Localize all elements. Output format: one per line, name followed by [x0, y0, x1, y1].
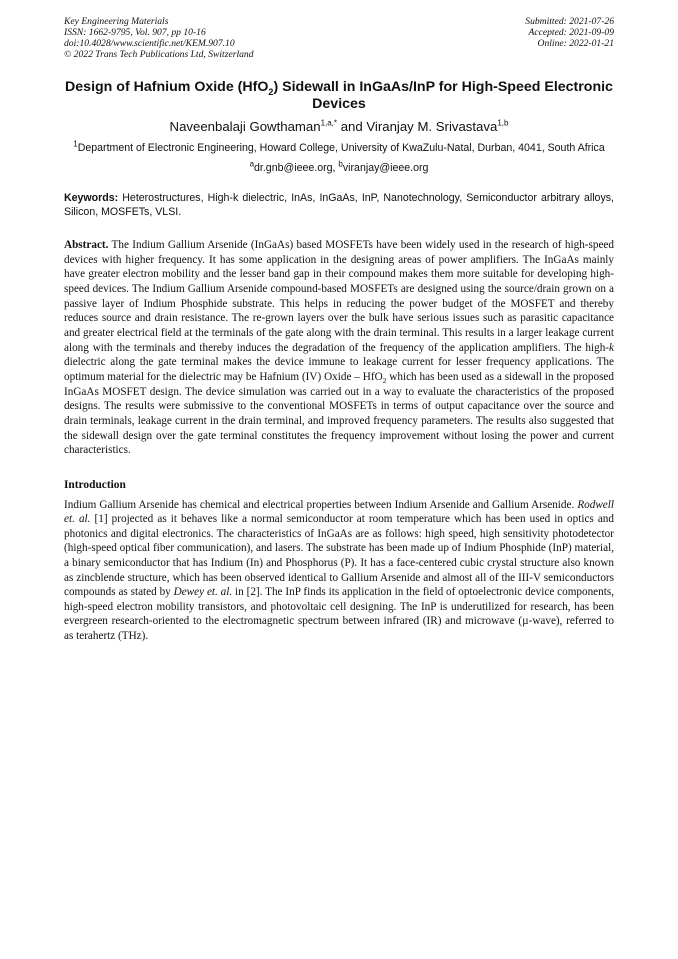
email-a: dr.gnb@ieee.org, [254, 162, 339, 174]
submitted-date: Submitted: 2021-07-26 [525, 16, 614, 27]
online-date: Online: 2022-01-21 [537, 38, 614, 49]
accepted-date: Accepted: 2021-09-09 [528, 27, 614, 38]
author-1: Naveenbalaji Gowthaman [169, 119, 321, 134]
keywords-label: Keywords: [64, 192, 119, 204]
abstract-label: Abstract. [64, 239, 109, 251]
abstract: Abstract. The Indium Gallium Arsenide (InGaAs) based MOSFETs have been widely used in the research of high-speed devices with higher frequency. It has some application in the designing areas of power amplifiers. The InGaAs mainly have greater electron mobility and the lesser band gap in their compound makes them more suitable for developing high-speed devices. The Indium Gallium Arsenide compound-based MOSFETs are designed using the source/drain grown on a passive layer of Indium Phosphide substrate. This helps in reducing the power budget of the MOSFET and thereby reduces source and drain resistance. The re-grown layers over the bulk have serious issues such as parasitic capacitance and greater electrical field at the terminals of the gate along with the drain terminal. This results in a larger leakage current along with the terminals and thereby induces the degradation of the frequency of the application amplifiers. The high-k dielectric along the gate terminal makes the device immune to leakage current for lesser frequency applications. The optimum material for the dielectric may be Hafnium (IV) Oxide – HfO$_2$ which has been used as a sidewall in the proposed InGaAs MOSFET design. The device simulation was carried out in a way to evaluate the characteristics of the proposed designs. The results were submissive to the conventional MOSFETs in terms of output capacitance over the source and drain terminals, leakage current in the drain terminal, and improved frequency parameters. The results also suggested that the sidewall design over the gate terminal constitutes the frequency improvement without losing the power and current characteristics. [64, 239, 614, 457]
paper-title: Design of Hafnium Oxide (HfO$_2$) Sidewall in InGaAs/InP for High-Speed Electronic Devices [65, 79, 613, 112]
author-list: Naveenbalaji Gowthaman$^{1,a,*}$ and Viranjay M. Srivastava$^{1,b}$ [169, 118, 509, 134]
journal-doi: doi:10.4028/www.scientific.net/KEM.907.10 [64, 38, 235, 49]
publication-dates [525, 16, 614, 60]
affiliation: $^1$Department of Electronic Engineering, Howard College, University of KwaZulu-Natal, Durban, 4041, South Africa [73, 139, 605, 154]
section-heading-introduction: Introduction [64, 478, 126, 491]
introduction-paragraph: Indium Gallium Arsenide has chemical and electrical properties between Indium Arsenide and Gallium Arsenide. Rodwell et. al. [1] projected as it behaves like a normal semiconductor at room temperature which has been used in optics and photonics and digital electronics. The characteristics of InGaAs are as follows: high speed, high sensitivity photodetector (high-speed optical fiber communication), and lasers. The substrate has been made up of Indium Phosphide (InP) material, a binary semiconductor that has Indium (In) and Phosphorus (P). It has a face-centered cubic crystal structure also known as zincblende structure, which has been observed identical to Gallium Arsenide and almost all of the III-V semiconductors compounds as stated by Dewey et. al. in [2]. The InP finds its application in the field of optoelectronic device components, high-speed electron mobility transistors, and photovoltaic cell designing. The InP is underutilized for research, has been evergreen research-oriented to the electromagnetic spectrum between infrared (IR) and microwave (µ-wave), referred to as terahertz (THz). [64, 498, 615, 642]
citation-dewey: Dewey et. al. [173, 586, 233, 599]
citation-rodwell: Rodwell et. al. [64, 498, 614, 526]
journal-issn: ISSN: 1662-9795, Vol. 907, pp 10-16 [64, 27, 206, 38]
author-2: Viranjay M. Srivastava [366, 119, 498, 134]
email-b: viranjay@ieee.org [342, 162, 429, 174]
journal-copyright: © 2022 Trans Tech Publications Ltd, Switzerland [64, 49, 254, 60]
journal-info [64, 16, 254, 60]
journal-header [64, 16, 614, 60]
keywords [64, 191, 614, 219]
keywords-text: Heterostructures, High-k dielectric, InAs, InGaAs, InP, Nanotechnology, Semiconductor arbitrary alloys, Silicon, MOSFETs, VLSI. [64, 192, 614, 218]
journal-name: Key Engineering Materials [64, 16, 169, 27]
author-emails: $^a$dr.gnb@ieee.org, $^b$viranjay@ieee.org [249, 159, 429, 174]
